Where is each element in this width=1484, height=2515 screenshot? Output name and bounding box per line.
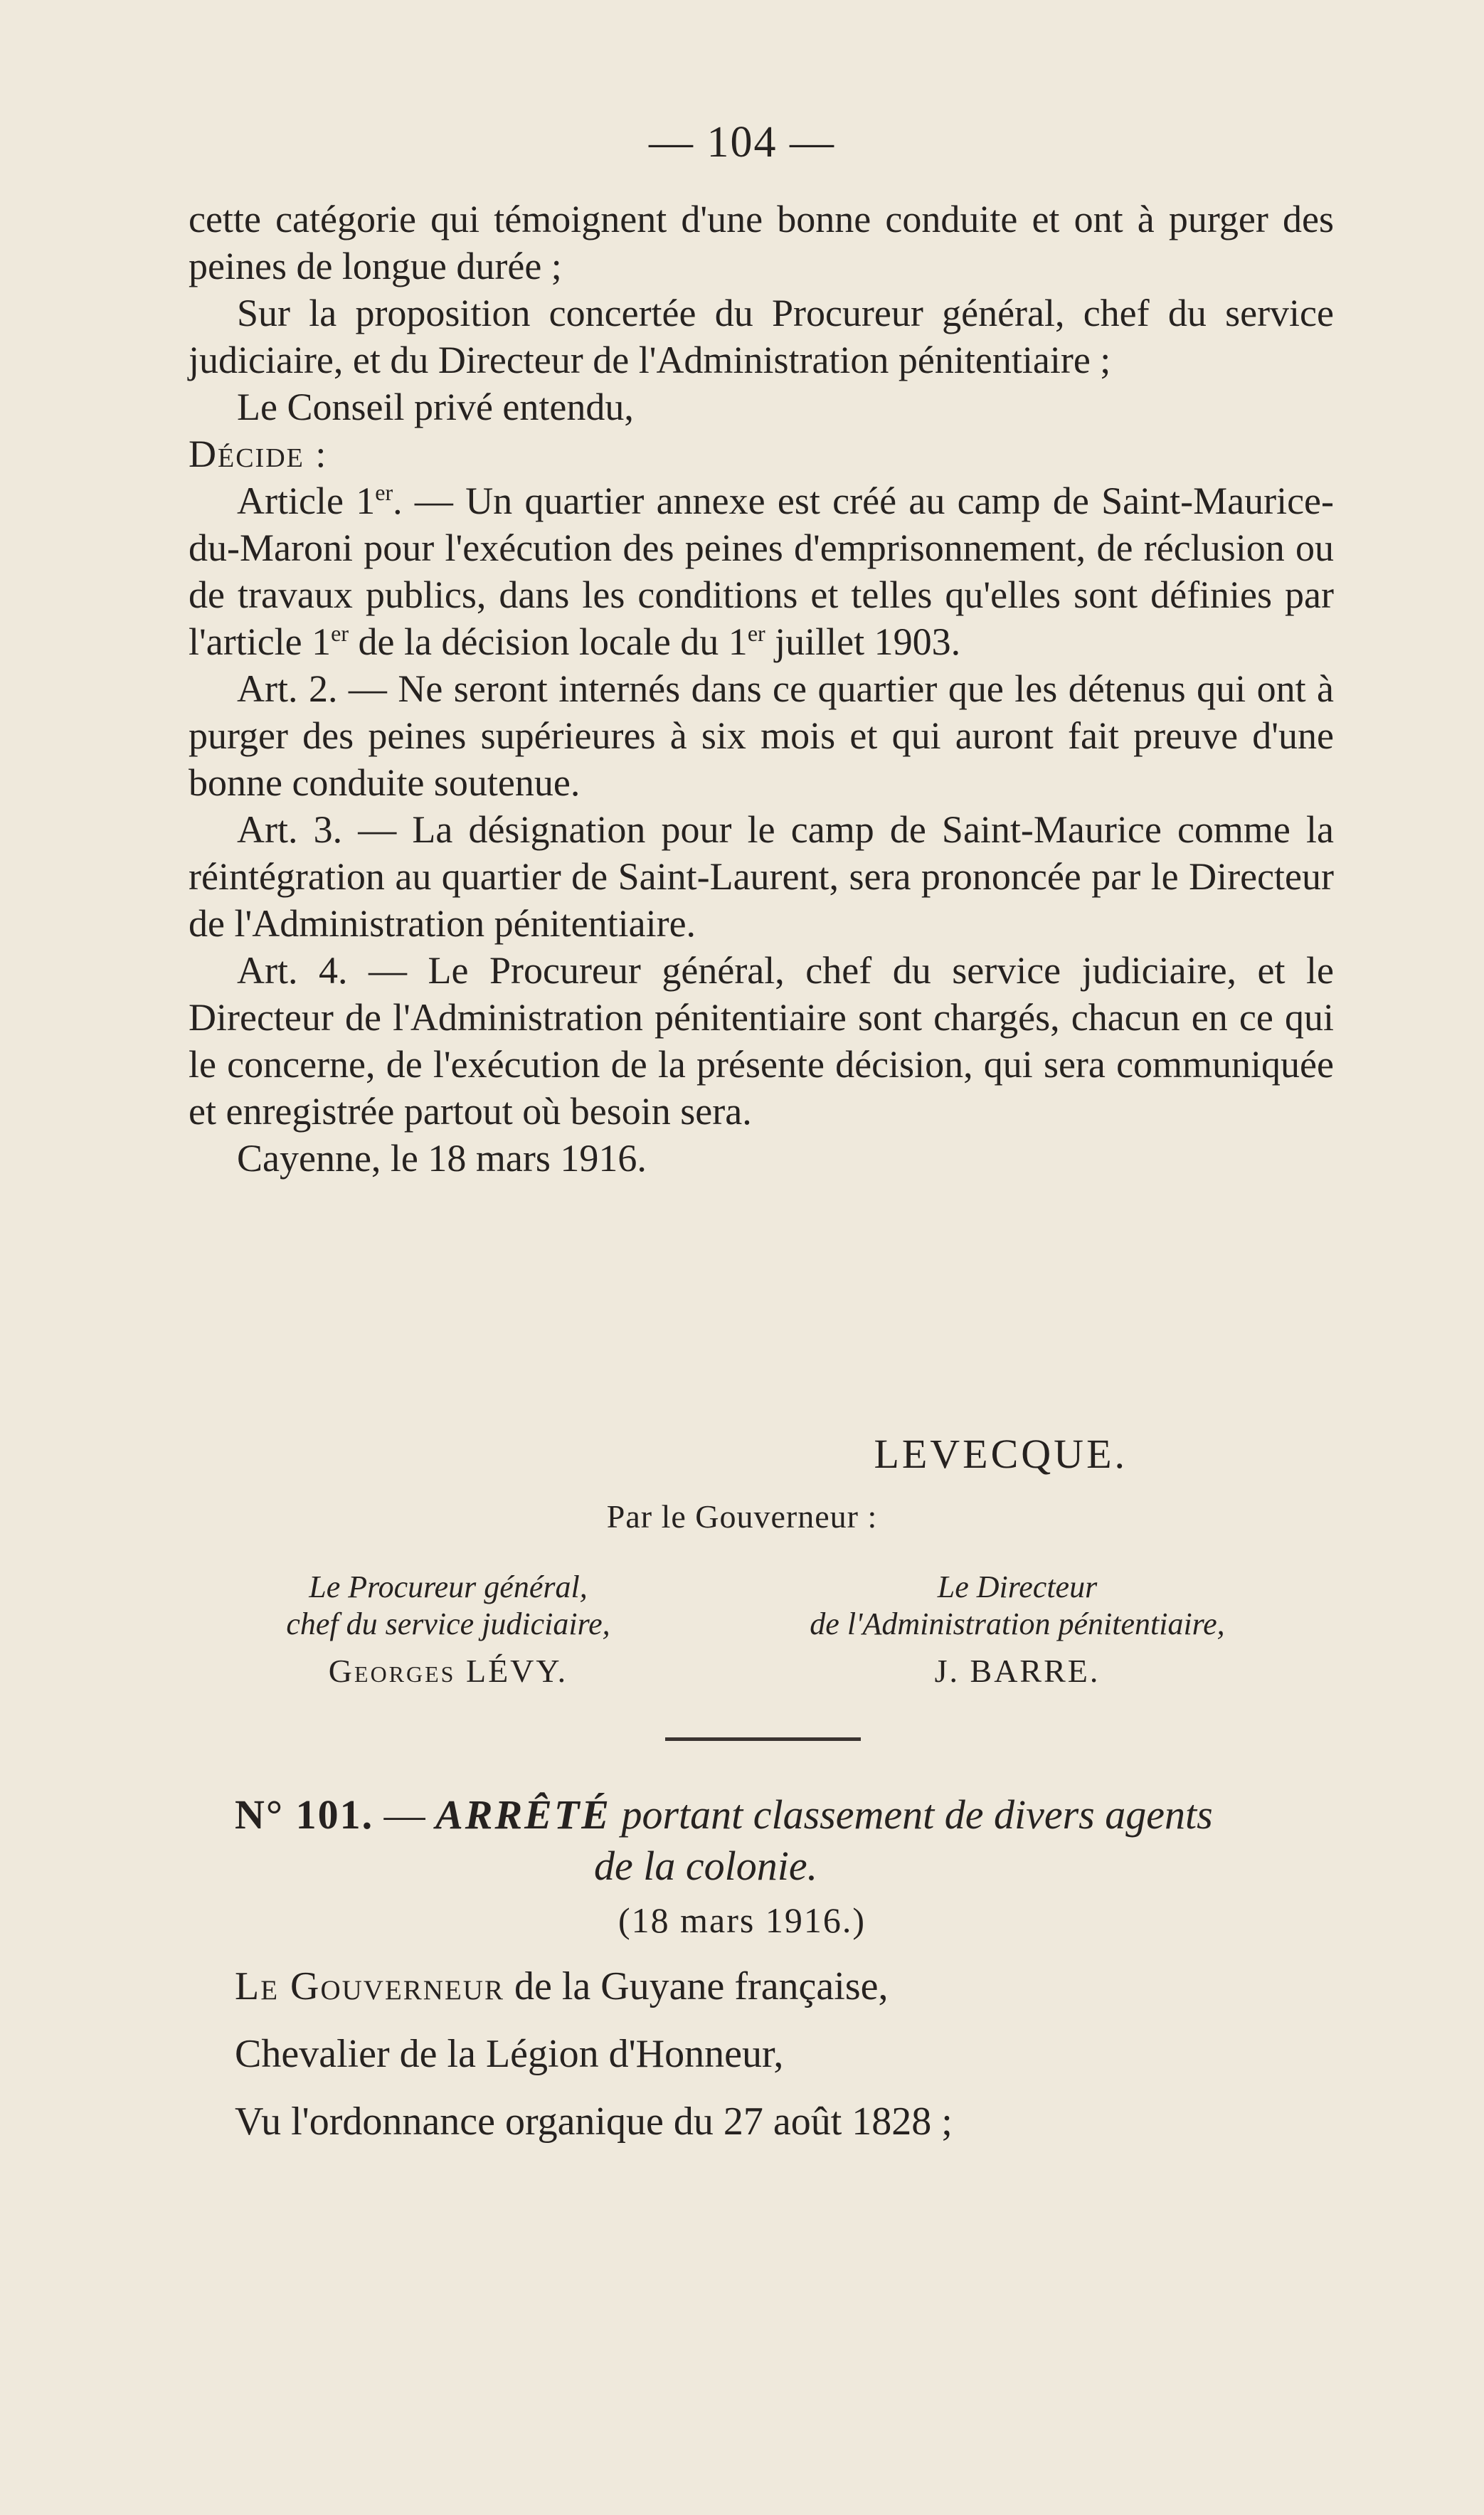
chevalier-line: Chevalier de la Légion d'Honneur,	[235, 2032, 784, 2076]
date-line: Cayenne, le 18 mars 1916.	[237, 1137, 647, 1180]
article-2: Art. 2. — Ne seront internés dans ce quartier que les détenus qui ont à purger des peines supérieures à six mois et qui auront fait preuve d'une bonne conduite soutenue.	[189, 667, 1334, 804]
procureur-name: Georges LÉVY.	[328, 1653, 568, 1689]
par-le-gouverneur: Par le Gouverneur :	[606, 1498, 878, 1535]
decision-body	[189, 196, 1334, 1182]
article-1-sup3: er	[747, 620, 765, 646]
article-1-lead: Article 1	[237, 480, 376, 522]
signatory-directeur	[761, 1569, 1273, 1690]
article-1-sup2: er	[331, 620, 349, 646]
arrete-subject-line2: de la colonie.	[594, 1843, 818, 1889]
decide-label: Décide :	[189, 433, 328, 475]
arrete-dash: —	[373, 1791, 436, 1838]
article-1-text-c: juillet 1903.	[765, 620, 961, 663]
article-3: Art. 3. — La désignation pour le camp de Saint-Maurice comme la réintégration au quartier de Saint-Laurent, sera prononcée par le Directeur de l'Administration pénitentiaire.	[189, 808, 1334, 945]
procureur-title-2: chef du service judiciaire,	[286, 1606, 610, 1641]
signature: LEVECQUE.	[874, 1431, 1128, 1477]
gouverneur-title: Le Gouverneur	[235, 1964, 504, 2008]
article-1	[189, 477, 1334, 665]
arrete-subject: portant classement de divers agents	[610, 1791, 1213, 1838]
paragraph-conseil: Le Conseil privé entendu,	[237, 386, 634, 428]
arrete-date: (18 mars 1916.)	[618, 1900, 866, 1940]
directeur-title-1: Le Directeur	[937, 1569, 1098, 1604]
vu-ordonnance-line: Vu l'ordonnance organique du 27 août 1828 ;	[235, 2100, 953, 2144]
procureur-title-1: Le Procureur général,	[309, 1569, 588, 1604]
article-1-text-b: de la décision locale du 1	[349, 620, 748, 663]
arrete-number: N° 101.	[235, 1791, 374, 1838]
page-number: — 104 —	[649, 118, 835, 166]
directeur-title-2: de l'Administration pénitentiaire,	[810, 1606, 1225, 1641]
signatory-procureur	[235, 1569, 662, 1690]
directeur-name: J. BARRE.	[934, 1653, 1101, 1689]
arrete-heading	[235, 1789, 1309, 1892]
section-divider	[665, 1737, 861, 1741]
paragraph-proposition: Sur la proposition concertée du Procureur général, chef du service judiciaire, et du Directeur de l'Administration pénitentiaire ;	[189, 292, 1334, 381]
gouverneur-line	[235, 1964, 1373, 2009]
article-4: Art. 4. — Le Procureur général, chef du service judiciaire, et le Directeur de l'Administration pénitentiaire sont chargés, chacun en ce qui le concerne, de l'exécution de la présente décision, qui sera communiquée et enregistrée partout où besoin sera.	[189, 949, 1334, 1133]
paragraph-continuation: cette catégorie qui témoignent d'une bonne conduite et ont à purger des peines de longue durée ;	[189, 198, 1334, 287]
gouverneur-rest: de la Guyane française,	[504, 1964, 889, 2008]
arrete-label: ARRÊTÉ	[435, 1791, 611, 1838]
article-1-text-a: . — Un quartier annexe est créé au camp de Saint-Maurice-du-Maroni pour l'exécution des peines d'emprisonnement, de réclusion ou de travaux publics, dans les conditions et telles qu'elles sont définies par l'article 1	[189, 480, 1334, 663]
article-1-sup: er	[375, 480, 393, 505]
